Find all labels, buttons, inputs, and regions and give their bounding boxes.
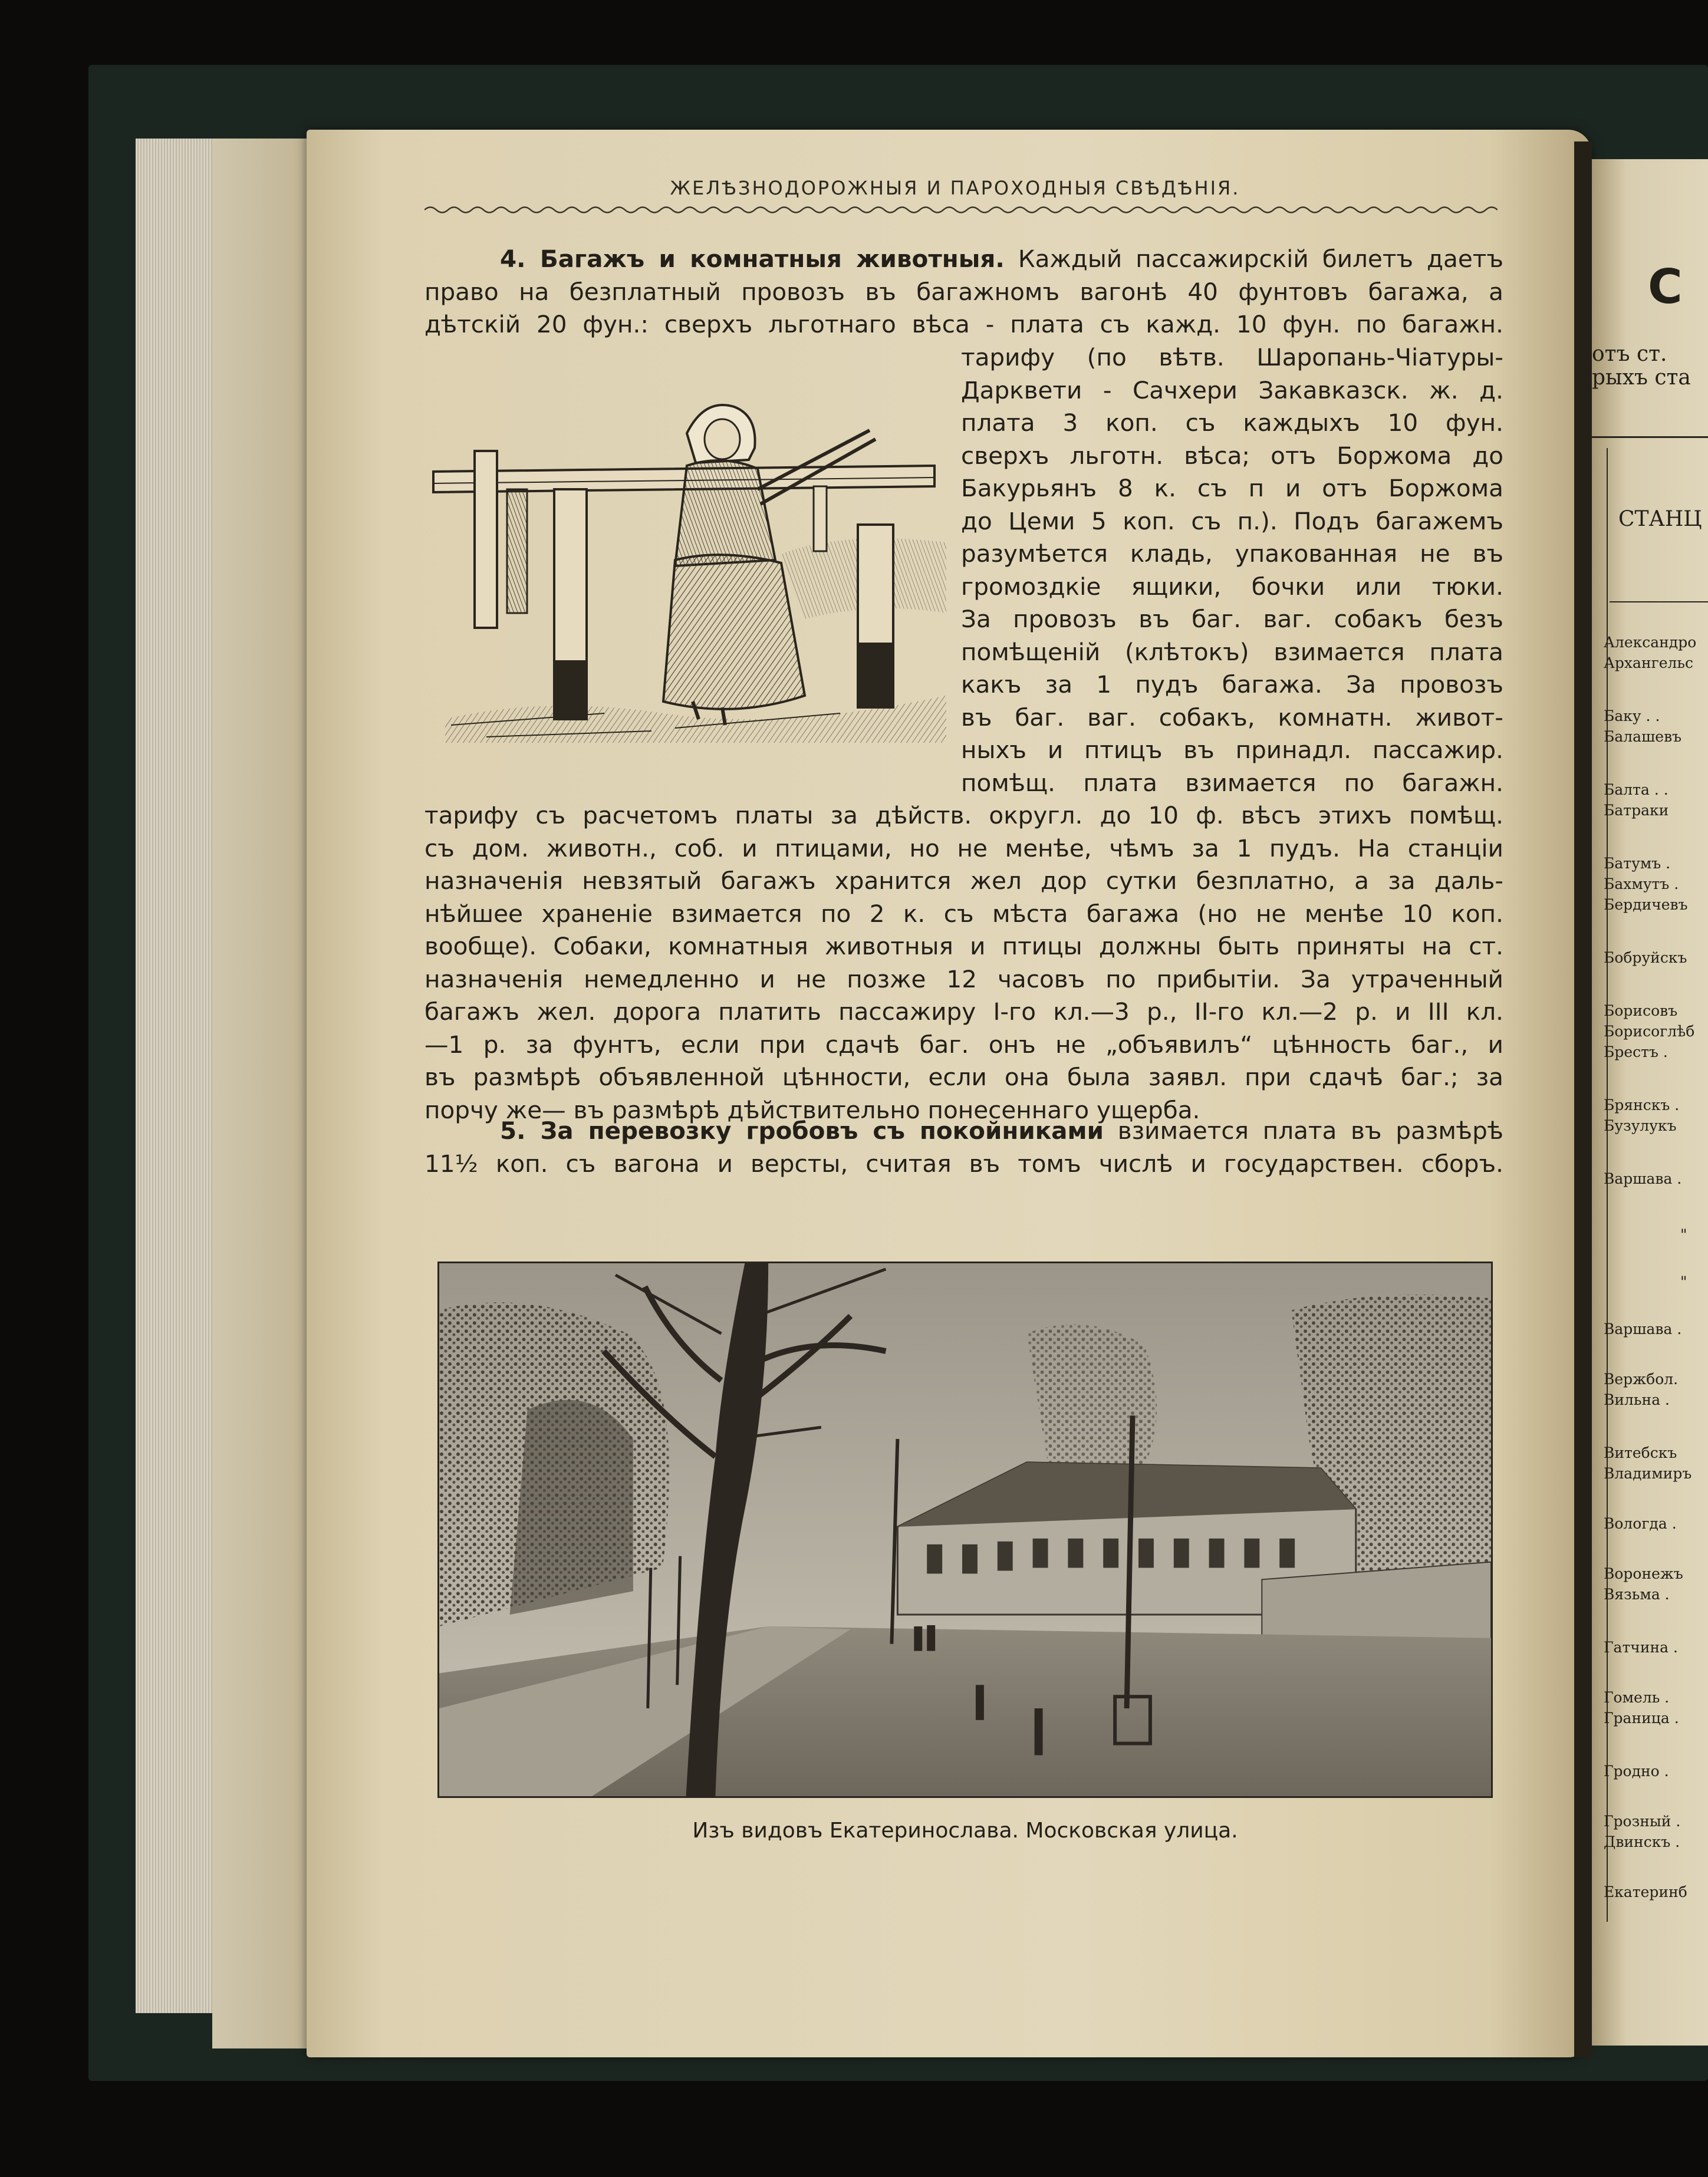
station-name: Бердичевъ: [1604, 896, 1688, 913]
section-4-continued: [424, 799, 1503, 1127]
street-photograph: [437, 1262, 1493, 1798]
section-5: [424, 1115, 1503, 1180]
text-line: вообще). Собаки, комнатныя животныя и птицы должны быть приняты на ст.: [424, 932, 1503, 960]
station-name: Гомель .: [1604, 1689, 1670, 1706]
photo-caption: Изъ видовъ Екатеринослава. Московская улица.: [692, 1819, 1238, 1843]
station-name: Брестъ .: [1604, 1043, 1668, 1060]
station-name: Балашевъ: [1604, 728, 1682, 745]
station-name: Балта . .: [1604, 781, 1668, 798]
station-name: Грозный .: [1604, 1813, 1681, 1830]
text-line: багажъ жел. дорога платить пассажиру I-го кл.—3 р., II-го кл.—2 р. и III кл.: [424, 997, 1503, 1026]
next-page-subtitle-1: отъ ст.: [1592, 342, 1667, 366]
text-line: громоздкіе ящики, бочки или тюки.: [961, 572, 1503, 601]
text-line: 11½ коп. съ вагона и версты, считая въ томъ числѣ и государствен. сборъ.: [424, 1149, 1503, 1178]
text-fragment: Каждый пассажирскій билетъ даетъ: [1018, 245, 1504, 273]
text-line: нѣйшее храненіе взимается по 2 к. съ мѣста багажа (но не менѣе 10 коп.: [424, 899, 1503, 928]
station-name: Вологда .: [1604, 1515, 1677, 1532]
text-line: дѣтскій 20 фун.: сверхъ льготнаго вѣса - плата съ кажд. 10 фун. по багажн.: [424, 310, 1503, 338]
section-4-heading: 4. Багажъ и комнатныя животныя.: [500, 245, 1005, 273]
text-line: разумѣется кладь, упакованная не въ: [961, 539, 1503, 568]
text-line: сверхъ льготн. вѣса; отъ Боржома до: [961, 441, 1503, 470]
next-page-title-fragment: С: [1648, 259, 1683, 314]
text-fragment: взимается плата въ размѣрѣ: [1117, 1117, 1504, 1145]
station-name: Борисовъ: [1604, 1002, 1678, 1019]
station-name: Бузулукъ: [1604, 1117, 1677, 1134]
station-name: Батумъ .: [1604, 855, 1671, 872]
header-rule: [424, 203, 1498, 216]
text-line: назначенія немедленно и не позже 12 часовъ по прибытіи. За утраченный: [424, 964, 1503, 993]
text-line: помѣщеній (клѣтокъ) взимается плата: [961, 637, 1503, 666]
text-line: За провозъ въ баг. ваг. собакъ безъ: [961, 605, 1503, 633]
text-line: тарифу (по вѣтв. Шаропань-Чіатуры-: [961, 343, 1503, 371]
text-line: право на безплатный провозъ въ багажномъ вагонѣ 40 фунтовъ багажа, а: [424, 277, 1503, 306]
text-line: Бакурьянъ 8 к. съ п и отъ Боржома: [961, 474, 1503, 502]
section-4-wrapped-text: [961, 341, 1503, 799]
station-name: Бобруйскъ: [1604, 949, 1687, 966]
table-header-rule: [1610, 601, 1708, 602]
station-name: Гродно .: [1604, 1763, 1669, 1780]
text-line: порчу же— въ размѣрѣ дѣйствительно понесеннаго ущерба.: [424, 1095, 1200, 1124]
station-name: Брянскъ .: [1604, 1096, 1680, 1114]
station-name: Вильна .: [1604, 1391, 1670, 1408]
station-name: Архангельс: [1604, 654, 1693, 671]
text-line: въ размѣрѣ объявленной цѣнности, если она была заявл. при сдачѣ баг.; за: [424, 1063, 1503, 1091]
station-name: Борисоглѣб: [1604, 1023, 1695, 1040]
text-line: тарифу съ расчетомъ платы за дѣйств. округл. до 10 ф. вѣсъ этихъ помѣщ.: [424, 801, 1503, 829]
ditto-mark: ": [1680, 1273, 1687, 1290]
text-line: какъ за 1 пудъ багажа. За провозъ: [961, 670, 1503, 699]
woman-at-rail-illustration: [427, 365, 958, 755]
text-line: Дарквети - Сачхери Закавказск. ж. д.: [961, 376, 1503, 404]
station-name: Владимиръ: [1604, 1465, 1692, 1482]
next-page-subtitle-2: рыхъ ста: [1592, 365, 1691, 390]
book-gutter: [1574, 141, 1592, 2057]
section-5-heading: 5. За перевозку гробовъ съ покойниками: [500, 1117, 1104, 1145]
station-name: Вязьма .: [1604, 1586, 1670, 1603]
station-name: Варшава .: [1604, 1170, 1682, 1187]
station-name: Гатчина .: [1604, 1639, 1678, 1656]
station-name: Бахмутъ .: [1604, 875, 1679, 892]
station-name: Варшава .: [1604, 1320, 1682, 1338]
text-line: до Цеми 5 коп. съ п.). Подъ багажемъ: [961, 506, 1503, 535]
running-head: ЖЕЛѢЗНОДОРОЖНЫЯ И ПАРОХОДНЫЯ СВѢДѢНІЯ.: [670, 177, 1240, 199]
table-rule: [1592, 436, 1708, 438]
text-line: [424, 243, 1503, 276]
station-name: Воронежъ: [1604, 1565, 1683, 1582]
station-name: Баку . .: [1604, 707, 1660, 724]
text-line: въ баг. ваг. собакъ, комнатн. живот-: [961, 703, 1503, 732]
text-line: ныхъ и птицъ въ принадл. пассажир.: [961, 736, 1503, 764]
text-line: плата 3 коп. съ каждыхъ 10 фун.: [961, 409, 1503, 437]
station-name: Екатеринб: [1604, 1883, 1687, 1901]
station-name: Батраки: [1604, 802, 1669, 819]
section-4-intro: [424, 243, 1503, 341]
station-column-header: СТАНЦ: [1618, 507, 1702, 531]
text-line: съ дом. животн., соб. и птицами, но не менѣе, чѣмъ за 1 пудъ. На станціи: [424, 834, 1503, 862]
text-line: помѣщ. плата взимается по багажн.: [961, 768, 1503, 797]
station-name: Александро: [1604, 634, 1697, 651]
station-name: Витебскъ: [1604, 1444, 1677, 1461]
station-name: Вержбол.: [1604, 1371, 1679, 1388]
ditto-mark: ": [1680, 1226, 1687, 1243]
station-name: Двинскъ .: [1604, 1833, 1680, 1850]
station-name: Граница .: [1604, 1710, 1679, 1727]
text-line: [424, 1115, 1503, 1148]
text-line: назначенія невзятый багажъ хранится жел дор сутки безплатно, а за даль-: [424, 867, 1503, 895]
text-line: —1 р. за фунтъ, если при сдачѣ баг. онъ не „объявилъ“ цѣнность баг., и: [424, 1030, 1503, 1059]
